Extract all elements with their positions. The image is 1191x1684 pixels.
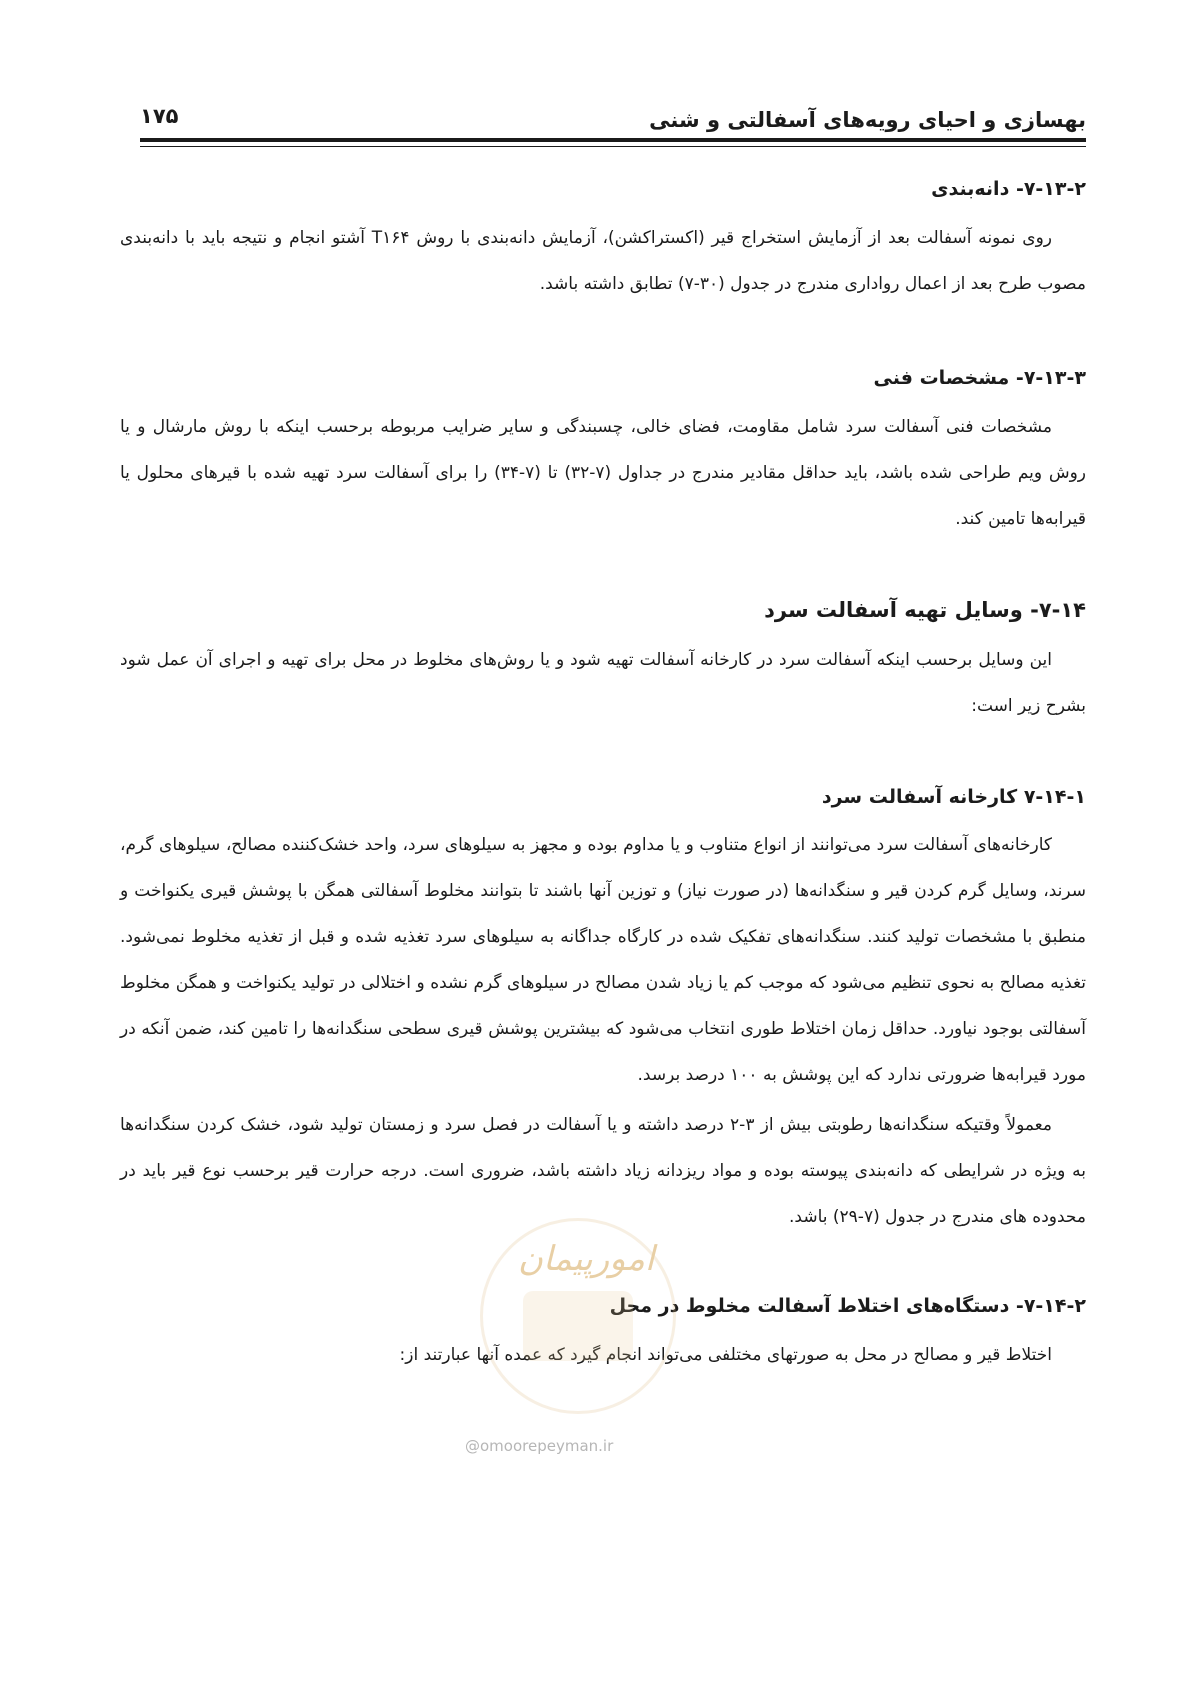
paragraph-text: مشخصات فنی آسفالت سرد شامل مقاومت، فضای خالی، چسبندگی و سایر ضرایب مربوطه برحسب اینکه با روش مارشال و یا روش ویم طراحی شده باشد، باید حداقل مقادیر مندرج در جداول (۷-۳۲) تا (۷-۳۴) را برای آسفالت سرد تهیه شده با قیرهای محلول یا قیرابه‌ها تامین کند. <box>120 417 1086 529</box>
watermark-logo-script: امورپیمان <box>518 1239 655 1279</box>
paragraph-technical-specs <box>120 404 1086 542</box>
header-rule-thick <box>140 138 1086 142</box>
section-heading-cold-asphalt-equipment: ۷-۱۴- وسایل تهیه آسفالت سرد <box>764 598 1086 622</box>
section-heading-cold-asphalt-plant: ۷-۱۴-۱ کارخانه آسفالت سرد <box>821 786 1086 808</box>
paragraph-cold-asphalt-equipment <box>120 637 1086 729</box>
header-rule-thin <box>140 146 1086 147</box>
paragraph-text: اختلاط قیر و مصالح در محل به صورتهای مختلفی می‌تواند انجام گیرد که عمده آنها عبارتند از: <box>399 1345 1052 1365</box>
paragraph-text: معمولاً وقتیکه سنگدانه‌ها رطوبتی بیش از ۳-۲ درصد داشته و یا آسفالت در فصل سرد و زمستان تولید شود، خشک کردن سنگدانه‌ها به ویژه در شرایطی که دانه‌بندی پیوسته بوده و مواد ریزدانه زیاد داشته باشد، ضروری است. درجه حرارت قیر برحسب نوع قیر باید در محدوده های مندرج در جدول (۷-۲۹) باشد. <box>120 1115 1086 1227</box>
page-number: ۱۷۵ <box>140 104 179 128</box>
watermark-logo <box>480 1218 676 1414</box>
running-header-title: بهسازی و احیای رویه‌های آسفالتی و شنی <box>649 108 1086 132</box>
paragraph-cold-asphalt-plant-1 <box>120 822 1086 1098</box>
section-heading-gradation: ۷-۱۳-۲- دانه‌بندی <box>931 178 1086 200</box>
section-heading-mixed-in-place: ۷-۱۴-۲- دستگاه‌های اختلاط آسفالت مخلوط در محل <box>609 1295 1086 1317</box>
watermark-logo-emblem <box>523 1291 633 1361</box>
paragraph-text: این وسایل برحسب اینکه آسفالت سرد در کارخانه آسفالت تهیه شود و یا روش‌های مخلوط در محل برای تهیه و اجرای آن عمل شود بشرح زیر است: <box>120 650 1086 716</box>
paragraph-text: کارخانه‌های آسفالت سرد می‌توانند از انواع متناوب و یا مداوم بوده و مجهز به سیلوهای سرد، واحد خشک‌کننده مصالح، سیلوهای گرم، سرند، وسایل گرم کردن قیر و سنگدانه‌ها (در صورت نیاز) و توزین آنها باشند تا بتوانند مخلوط آسفالتی همگن با پوشش قیری یکنواخت و منطبق با مشخصات تولید کنند. سنگدانه‌های تفکیک شده در کارگاه جداگانه به سیلوهای سرد تغذیه شده و قبل از تغذیه مخلوط نمی‌شود. تغذیه مصالح به نحوی تنظیم می‌شود که موجب کم یا زیاد شدن مصالح در سیلوهای گرم نشده و اختلالی در تولید یکنواخت و همگن مخلوط آسفالتی بوجود نیاورد. حداقل زمان اختلاط طوری انتخاب می‌شود که بیشترین پوشش قیری سطحی سنگدانه‌ها را تامین کند، ضمن آنکه در مورد قیرابه‌ها ضرورتی ندارد که این پوشش به ۱۰۰ درصد برسد. <box>120 835 1086 1085</box>
paragraph-cold-asphalt-plant-2 <box>120 1102 1086 1240</box>
watermark-url: @omoorepeyman.ir <box>465 1437 614 1455</box>
paragraph-gradation <box>120 215 1086 307</box>
section-heading-technical-specs: ۷-۱۳-۳- مشخصات فنی <box>873 367 1086 389</box>
paragraph-text: روی نمونه آسفالت بعد از آزمایش استخراج قیر (اکستراکشن)، آزمایش دانه‌بندی با روش T۱۶۴ آشتو انجام و نتیجه باید با دانه‌بندی مصوب طرح بعد از اعمال رواداری مندرج در جدول (۳۰-۷) تطابق داشته باشد. <box>120 228 1086 294</box>
